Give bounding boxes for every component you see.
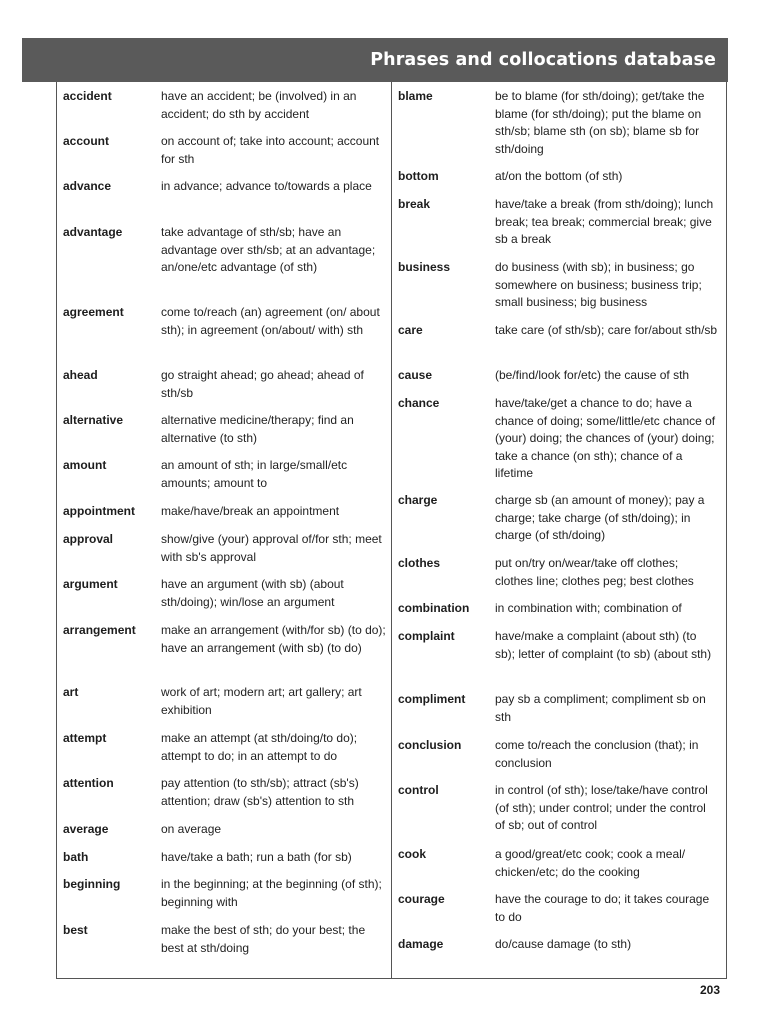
entry-definition: have/take a break (from sth/doing); lunch break; tea break; commercial break; give sb a break: [495, 197, 714, 246]
entry-term: amount: [63, 458, 107, 472]
entry-term: business: [398, 260, 451, 274]
entry-definition: an amount of sth; in large/small/etc amounts; amount to: [161, 458, 348, 490]
entry-term: blame: [398, 89, 433, 103]
page-number: 203: [699, 983, 720, 997]
entry-term: best: [63, 923, 88, 937]
entry-term: charge: [398, 493, 438, 507]
entry-definition: (be/find/look for/etc) the cause of sth: [495, 368, 690, 382]
entry-definition: in combination with; combination of: [495, 601, 682, 615]
page-title: Phrases and collocations database: [370, 50, 716, 70]
entry-definition: at/on the bottom (of sth): [495, 169, 623, 183]
entry-term: attempt: [63, 731, 107, 745]
entry-definition: on average: [161, 822, 222, 836]
entry-definition: take advantage of sth/sb; have an advantage over sth/sb; at an advantage; an/one/etc advantage (of sth): [161, 225, 376, 274]
entry-term: advantage: [63, 225, 123, 239]
entry-term: attention: [63, 776, 114, 790]
entry-term: average: [63, 822, 109, 836]
entry-definition: be to blame (for sth/doing); get/take the blame (for sth/doing); put the blame on sth/sb; blame sth (on sb); blame sb for sth/doing: [495, 89, 705, 156]
entry-definition: make an arrangement (with/for sb) (to do); have an arrangement (with sb) (to do): [161, 623, 386, 655]
entry-term: damage: [398, 937, 444, 951]
entry-term: control: [398, 783, 439, 797]
entry-term: courage: [398, 892, 445, 906]
entry-term: ahead: [63, 368, 98, 382]
entry-term: cause: [398, 368, 433, 382]
entry-term: bottom: [398, 169, 439, 183]
entry-definition: take care (of sth/sb); care for/about sth/sb: [495, 323, 718, 337]
entry-definition: come to/reach the conclusion (that); in conclusion: [495, 738, 699, 770]
entry-term: account: [63, 134, 110, 148]
entry-definition: work of art; modern art; art gallery; art exhibition: [161, 685, 362, 717]
entry-term: arrangement: [63, 623, 136, 637]
entry-definition: come to/reach (an) agreement (on/ about sth); in agreement (on/about/ with) sth: [161, 305, 380, 337]
entry-term: beginning: [63, 877, 121, 891]
entry-term: conclusion: [398, 738, 462, 752]
entry-definition: make/have/break an appointment: [161, 504, 340, 518]
entry-definition: charge sb (an amount of money); pay a charge; take charge (of sth/doing); in charge (of sth/doing): [495, 493, 705, 542]
entry-definition: do/cause damage (to sth): [495, 937, 632, 951]
entry-definition: have/take a bath; run a bath (for sb): [161, 850, 352, 864]
entry-definition: make an attempt (at sth/doing/to do); attempt to do; in an attempt to do: [161, 731, 358, 763]
entry-term: clothes: [398, 556, 441, 570]
entry-term: chance: [398, 396, 440, 410]
entry-definition: make the best of sth; do your best; the best at sth/doing: [161, 923, 366, 955]
entry-definition: a good/great/etc cook; cook a meal/ chicken/etc; do the cooking: [495, 847, 686, 879]
entry-term: accident: [63, 89, 112, 103]
entry-definition: in control (of sth); lose/take/have control (of sth); under control; under the control of sb; out of control: [495, 783, 708, 832]
entry-term: alternative: [63, 413, 124, 427]
entry-term: approval: [63, 532, 114, 546]
entry-term: agreement: [63, 305, 124, 319]
entry-definition: have the courage to do; it takes courage to do: [495, 892, 710, 924]
entry-definition: have an argument (with sb) (about sth/doing); win/lose an argument: [161, 577, 344, 609]
entry-term: bath: [63, 850, 89, 864]
entry-term: advance: [63, 179, 112, 193]
entry-term: complaint: [398, 629, 455, 643]
entry-definition: alternative medicine/therapy; find an alternative (to sth): [161, 413, 354, 445]
entry-definition: have/make a complaint (about sth) (to sb); letter of complaint (to sb) (about sth): [495, 629, 712, 661]
entry-definition: show/give (your) approval of/for sth; meet with sb's approval: [161, 532, 382, 564]
entry-definition: on account of; take into account; account for sth: [161, 134, 380, 166]
entry-term: compliment: [398, 692, 466, 706]
entry-term: cook: [398, 847, 427, 861]
entry-term: care: [398, 323, 423, 337]
entry-term: art: [63, 685, 79, 699]
entry-term: combination: [398, 601, 470, 615]
entry-definition: go straight ahead; go ahead; ahead of sth/sb: [161, 368, 364, 400]
entry-definition: do business (with sb); in business; go somewhere on business; business trip; small business; big business: [495, 260, 702, 309]
entry-definition: put on/try on/wear/take off clothes; clothes line; clothes peg; best clothes: [495, 556, 694, 588]
entry-definition: have/take/get a chance to do; have a chance of doing; some/little/etc chance of (your) doing; the chances of (your) doing; take a chance (on sth); chance of a lifetime: [495, 396, 716, 480]
entry-term: argument: [63, 577, 118, 591]
entry-term: break: [398, 197, 431, 211]
entry-term: appointment: [63, 504, 135, 518]
entry-definition: in advance; advance to/towards a place: [161, 179, 372, 193]
entry-definition: have an accident; be (involved) in an accident; do sth by accident: [161, 89, 357, 121]
entry-definition: pay attention (to sth/sb); attract (sb's) attention; draw (sb's) attention to sth: [161, 776, 359, 808]
entry-definition: pay sb a compliment; compliment sb on sth: [495, 692, 706, 724]
entry-definition: in the beginning; at the beginning (of sth); beginning with: [161, 877, 382, 909]
